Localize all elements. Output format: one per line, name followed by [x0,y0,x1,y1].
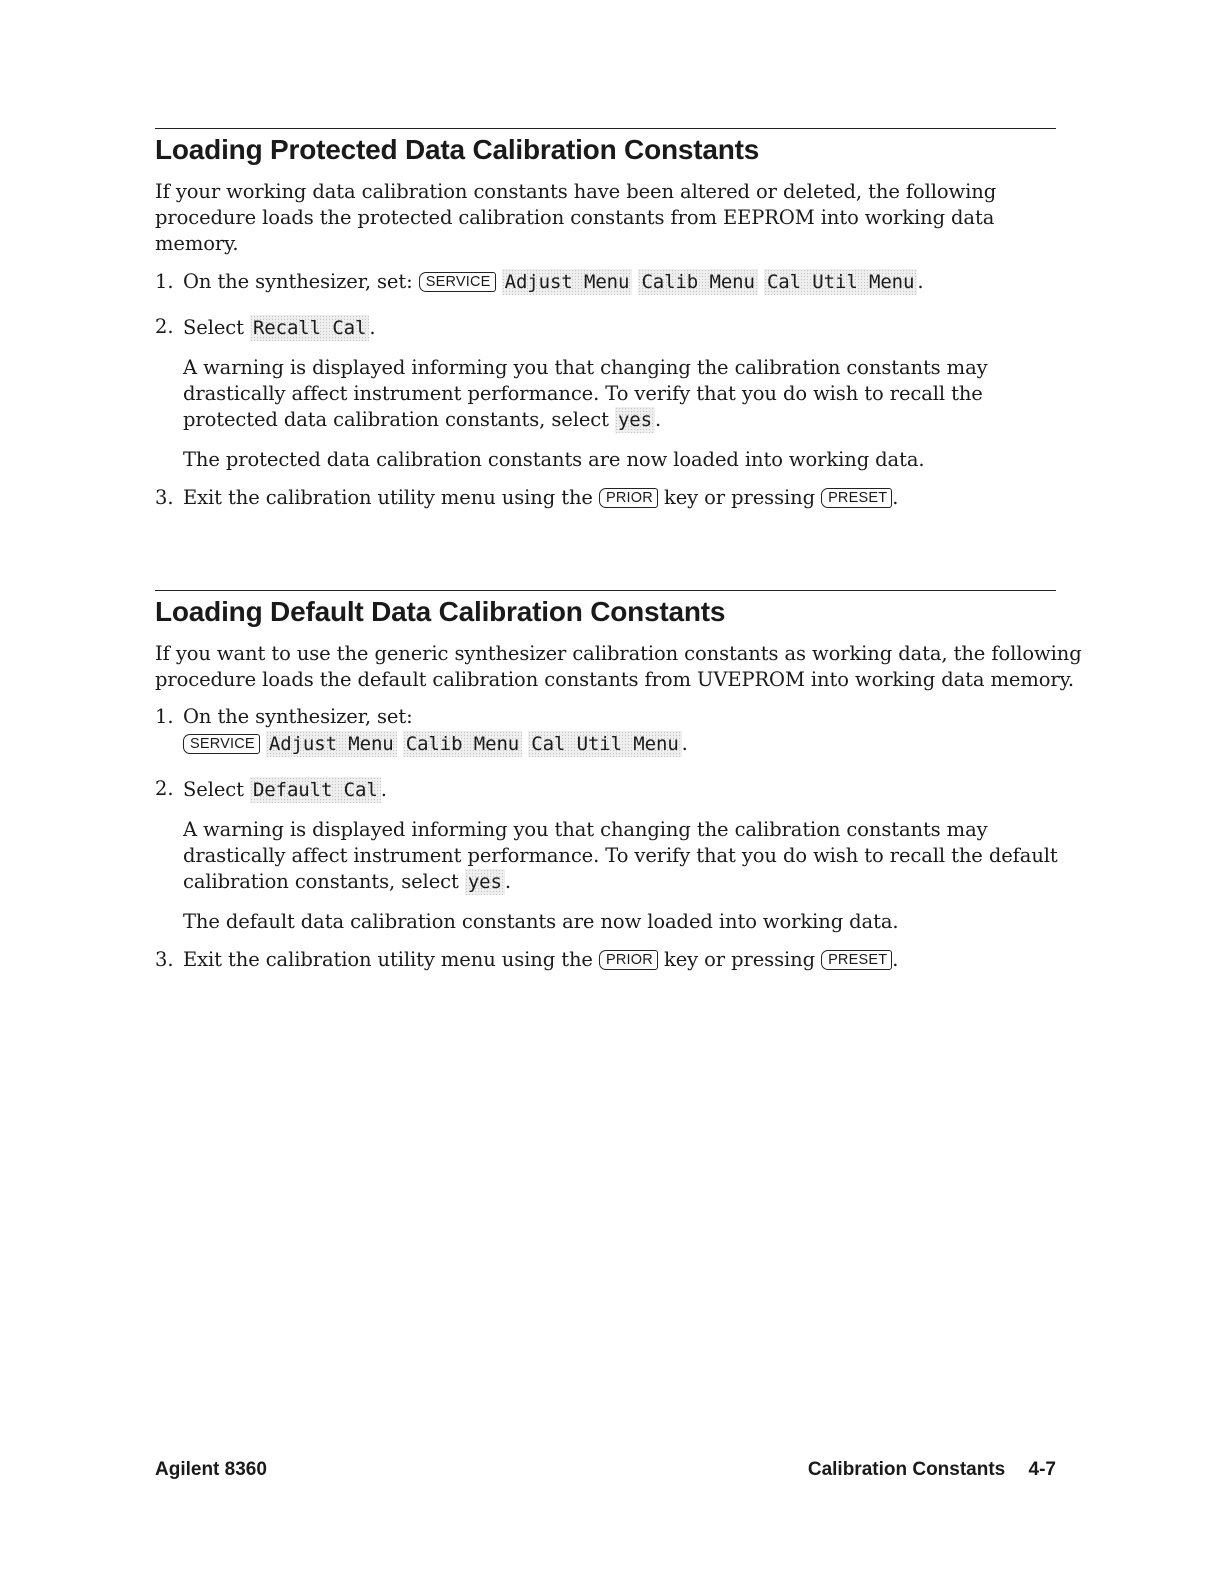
step-number: 1. [155,705,174,728]
step-body [183,947,898,973]
section-rule [155,590,1056,591]
step-body [183,777,387,803]
section-heading: Loading Default Data Calibration Constants [155,596,726,627]
warning-text: protected data calibration constants, select [183,408,609,431]
intro-line: procedure loads the protected calibration constants from EEPROM into working data [155,206,995,229]
service-key: SERVICE [419,272,496,292]
result-line: The protected data calibration constants are now loaded into working data. [183,448,925,471]
step-number: 2. [155,315,174,338]
step-text: On the synthesizer, set: [183,705,413,728]
section-default [155,590,1082,990]
prior-key: PRIOR [599,488,658,508]
warning-line [183,869,511,895]
warning-line: A warning is displayed informing you that changing the calibration constants may [183,818,988,841]
recall-cal-softkey: Recall Cal [250,315,369,341]
footer-right [808,1459,1056,1481]
step-number: 1. [155,270,174,293]
step-text: Select [183,778,244,801]
step-number: 3. [155,486,174,509]
step-body [183,731,688,757]
warning-line: drastically affect instrument performance. To verify that you do wish to recall the [183,382,983,405]
footer-page-number: 4-7 [1028,1459,1056,1480]
step-body [183,315,375,341]
warning-line: A warning is displayed informing you that changing the calibration constants may [183,356,988,379]
footer-left: Agilent 8360 [155,1459,267,1480]
step-number: 3. [155,948,174,971]
prior-key: PRIOR [599,950,658,970]
step-end: . [681,732,688,755]
section-heading: Loading Protected Data Calibration Constants [155,134,760,165]
warning-line: drastically affect instrument performance. To verify that you do wish to recall the default [183,844,1058,867]
step-number: 2. [155,777,174,800]
adjust-menu-softkey: Adjust Menu [266,731,397,757]
section-protected [155,128,1056,528]
step-text: On the synthesizer, set: [183,270,413,293]
calib-menu-softkey: Calib Menu [638,269,757,295]
section-rule [155,128,1056,129]
step-end: . [369,316,376,339]
service-key: SERVICE [183,734,260,754]
preset-key: PRESET [821,488,892,508]
step-text: Exit the calibration utility menu using the [183,486,593,509]
intro-line: If your working data calibration constants have been altered or deleted, the following [155,180,997,203]
footer-chapter-title: Calibration Constants [807,1459,1006,1480]
result-line: The default data calibration constants are now loaded into working data. [183,910,899,933]
step-body [183,485,898,511]
adjust-menu-softkey: Adjust Menu [502,269,633,295]
yes-softkey: yes [465,869,505,895]
warning-line [183,407,661,433]
step-end: . [917,270,924,293]
calib-menu-softkey: Calib Menu [403,731,522,757]
warning-text: calibration constants, select [183,870,459,893]
default-cal-softkey: Default Cal [250,777,381,803]
step-end: . [380,778,387,801]
step-body [183,269,923,295]
step-text: Exit the calibration utility menu using the [183,948,593,971]
warning-end: . [504,870,511,893]
preset-key: PRESET [821,950,892,970]
step-end: . [892,948,899,971]
intro-line: procedure loads the default calibration constants from UVEPROM into working data memory. [155,668,1075,691]
step-text: key or pressing [663,948,815,971]
intro-line: If you want to use the generic synthesizer calibration constants as working data, the following [155,642,1082,665]
cal-util-menu-softkey: Cal Util Menu [764,269,917,295]
step-end: . [892,486,899,509]
step-text: key or pressing [663,486,815,509]
yes-softkey: yes [615,407,655,433]
cal-util-menu-softkey: Cal Util Menu [528,731,681,757]
intro-line: memory. [155,232,239,255]
step-text: Select [183,316,244,339]
warning-end: . [655,408,662,431]
